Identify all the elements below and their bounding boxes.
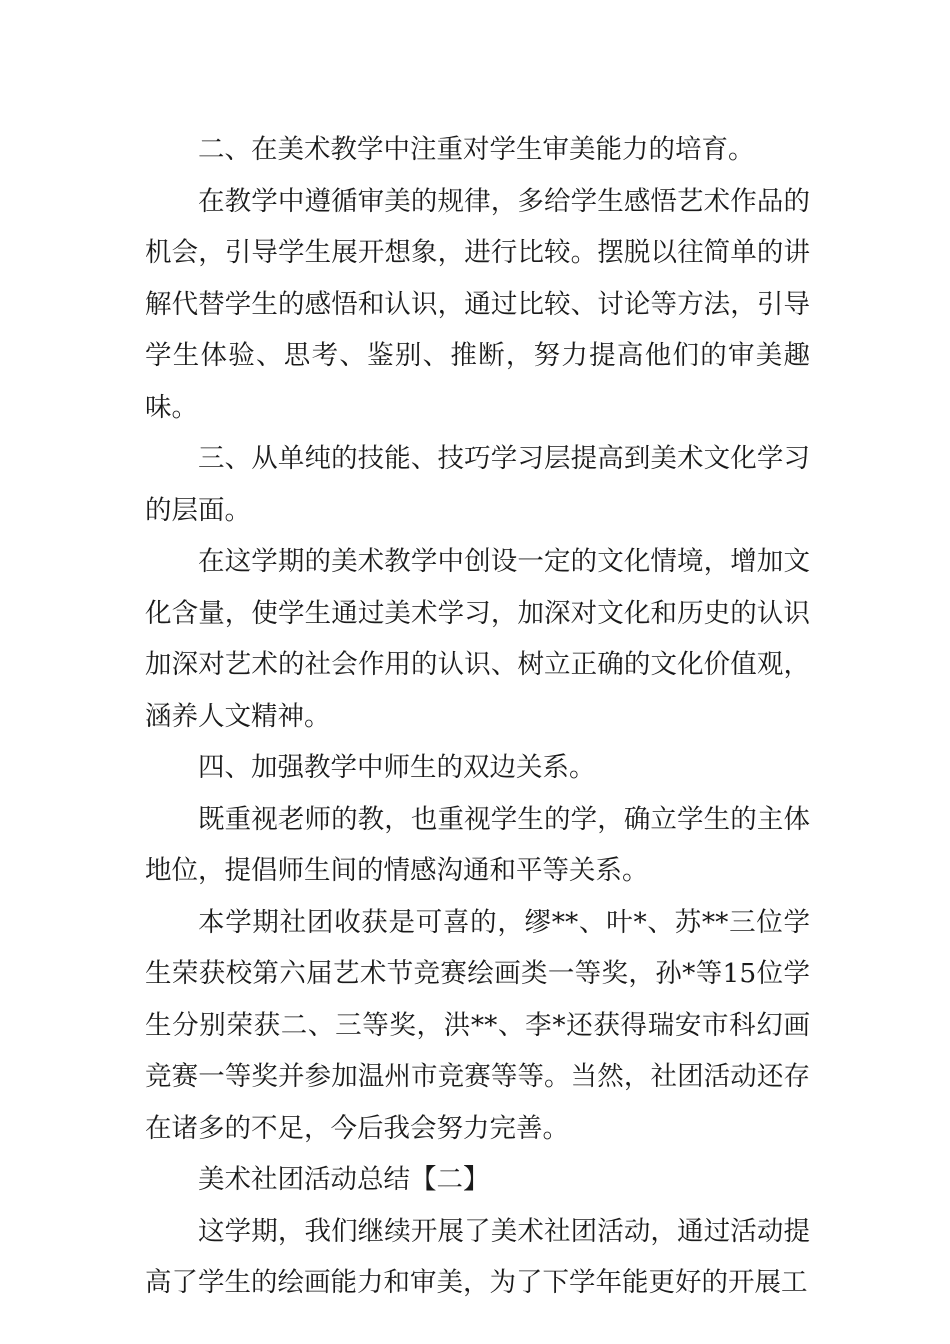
- section-heading-3: 三、从单纯的技能、技巧学习层提高到美术文化学习的层面。: [145, 443, 810, 526]
- body-paragraph: 这学期，我们继续开展了美术社团活动，通过活动提高了学生的绘画能力和审美，为了下学年能更好的开展工: [145, 1215, 810, 1298]
- body-paragraph: 在这学期的美术教学中创设一定的文化情境，增加文化含量，使学生通过美术学习，加深对文化和历史的认识加深对艺术的社会作用的认识、树立正确的文化价值观，涵养人文精神。: [145, 546, 810, 732]
- article-title: 美术社团活动总结【二】: [198, 1164, 490, 1195]
- body-paragraph: 既重视老师的教，也重视学生的学，确立学生的主体地位，提倡师生间的情感沟通和平等关系。: [145, 803, 810, 886]
- body-paragraph: 在教学中遵循审美的规律，多给学生感悟艺术作品的机会，引导学生展开想象，进行比较。摆脱以往简单的讲解代替学生的感悟和认识，通过比较、讨论等方法，引导学生体验、思考、鉴别、推断，努力提高他们的审美趣味。: [145, 185, 810, 423]
- section-heading-2: 二、在美术教学中注重对学生审美能力的培育。: [198, 134, 755, 165]
- section-heading-4: 四、加强教学中师生的双边关系。: [198, 752, 596, 783]
- body-paragraph: 本学期社团收获是可喜的，缪**、叶*、苏**三位学生荣获校第六届艺术节竞赛绘画类一等奖，孙*等15位学生分别荣获二、三等奖，洪**、李*还获得瑞安市科幻画竞赛一等奖并参加温州市竞赛等等。当然，社团活动还存在诸多的不足，今后我会努力完善。: [145, 906, 810, 1144]
- document-page: [145, 124, 810, 1309]
